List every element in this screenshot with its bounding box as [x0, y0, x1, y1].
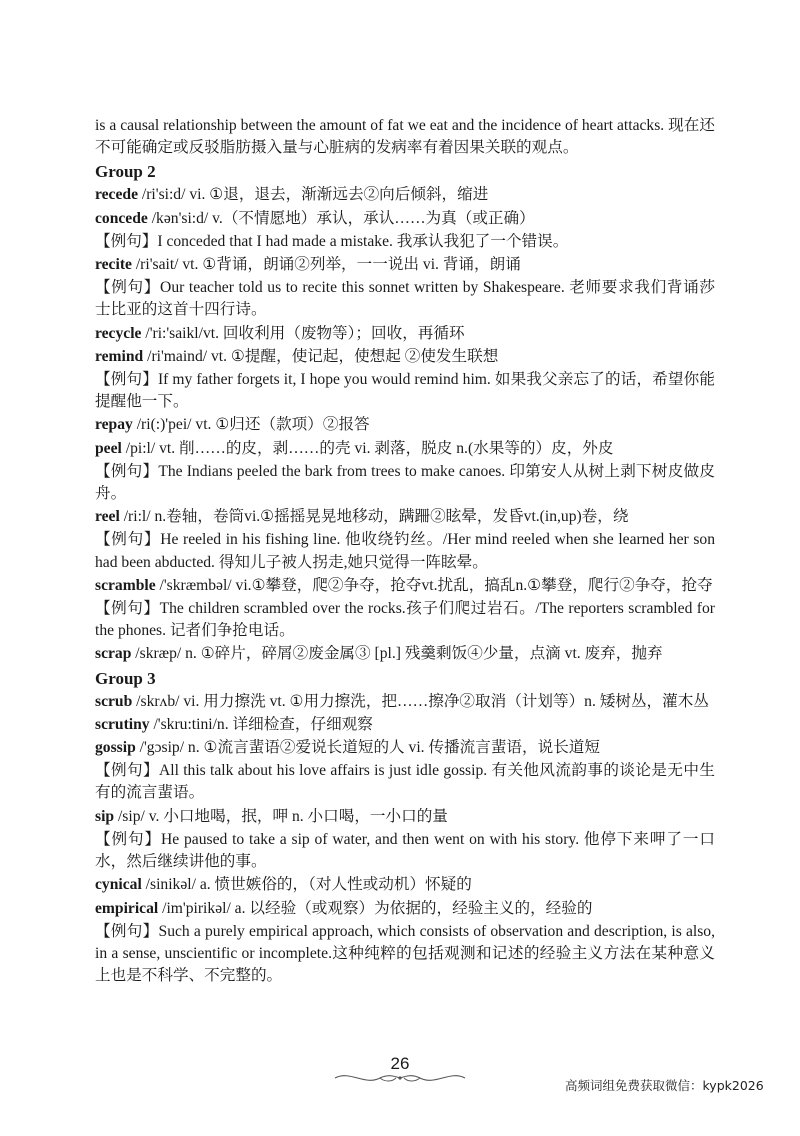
page-number: 26 [390, 1054, 410, 1073]
entry-peel: peel /pi:l/ vt. 削……的皮，剥……的壳 vi. 剥落，脱皮 n.(水果等的）皮，外皮 [95, 439, 614, 457]
entry-cynical: cynical /sinikəl/ a. 愤世嫉俗的，（对人性或动机）怀疑的 [95, 876, 472, 894]
example-empirical: 【例句】Such a purely empirical approach, which consists of observation and description, is also, in a sense, unscientific or incomplete.这种纯粹的包括观测和记述的经验主义方法在某种意义上也是不科学、不完整的。 [95, 922, 715, 985]
example-scramble: 【例句】The children scrambled over the rocks.孩子们爬过岩石。/The reporters scrambled for the phones. 记者们争抢电话。 [95, 600, 715, 640]
entry-sip: sip /sip/ v. 小口地喝，抿，呷 n. 小口喝，一小口的量 [95, 807, 448, 825]
entry-remind: remind /ri'maind/ vt. ①提醒，使记起，使想起 ②使发生联想 [95, 347, 499, 365]
example-sip: 【例句】He paused to take a sip of water, and then went on with his story. 他停下来呷了一口水，然后继续讲他的事。 [95, 830, 715, 871]
example-remind: 【例句】If my father forgets it, I hope you would remind him. 如果我父亲忘了的话，希望你能提醒他一下。 [95, 371, 715, 411]
entry-scrap: scrap /skræp/ n. ①碎片，碎屑②废金属③ [pl.] 残羹剩饭④少量，点滴 vt. 废弃，抛弃 [95, 645, 663, 663]
flourish-ornament-icon [330, 1070, 470, 1086]
example-recite: 【例句】Our teacher told us to recite this sonnet written by Shakespeare. 老师要求我们背诵莎士比亚的这首十四行诗。 [95, 279, 715, 319]
entry-scrub: scrub /skrʌb/ vi. 用力擦洗 vt. ①用力擦洗，把……擦净②取消（计划等）n. 矮树丛，灌木丛 [95, 692, 709, 710]
entry-gossip: gossip /'gɔsip/ n. ①流言蜚语②爱说长道短的人 vi. 传播流言蜚语，说长道短 [95, 739, 600, 757]
example-reel: 【例句】He reeled in his fishing line. 他收绕钓丝。/Her mind reeled when she learned her son had been abducted. 得知儿子被人拐走,她只觉得一阵眩晕。 [95, 531, 715, 571]
entry-repay: repay /ri(:)'pei/ vt. ①归还（款项）②报答 [95, 416, 370, 434]
continuation-paragraph: is a causal relationship between the amount of fat we eat and the incidence of heart attacks. 现在还不可能确定或反驳脂肪摄入量与心脏病的发病率有着因果关联的观点。 [95, 117, 715, 157]
entry-empirical: empirical /im'pirikəl/ a. 以经验（或观察）为依据的，经验主义的，经验的 [95, 899, 593, 917]
entry-recycle: recycle /'ri:'saikl/vt. 回收利用（废物等）；回收，再循环 [95, 324, 465, 342]
group-2 [95, 160, 715, 665]
wechat-contact: 高频词组免费获取微信：kypk2026 [565, 1078, 764, 1093]
example-peel: 【例句】The Indians peeled the bark from trees to make canoes. 印第安人从树上剥下树皮做皮舟。 [95, 462, 715, 503]
page-content [95, 115, 715, 988]
group-3 [95, 667, 715, 988]
group-title: Group 3 [95, 668, 156, 688]
page-footer [0, 1040, 800, 1100]
entry-concede: concede /kən'si:d/ v.（不情愿地）承认，承认……为真（或正确） [95, 209, 535, 227]
entry-recite: recite /ri'sait/ vt. ①背诵，朗诵②列举，一一说出 vi. 背诵，朗诵 [95, 256, 521, 274]
example-gossip: 【例句】All this talk about his love affairs is just idle gossip. 有关他风流韵事的谈论是无中生有的流言蜚语。 [95, 762, 715, 802]
entry-reel: reel /ri:l/ n.卷轴，卷筒vi.①摇摇晃晃地移动，蹒跚②眩晕，发昏vt.(in,up)卷，绕 [95, 508, 629, 526]
entry-scrutiny: scrutiny /'skru:tini/n. 详细检查，仔细观察 [95, 715, 373, 733]
entry-recede: recede /ri'si:d/ vi. ①退，退去，渐渐远去②向后倾斜，缩进 [95, 186, 489, 204]
entry-scramble: scramble /'skræmbəl/ vi.①攀登，爬②争夺，抢夺vt.扰乱，搞乱n.①攀登，爬行②争夺，抢夺 [95, 576, 713, 594]
group-title: Group 2 [95, 162, 156, 182]
example-concede: 【例句】I conceded that I had made a mistake. 我承认我犯了一个错误。 [95, 232, 569, 250]
